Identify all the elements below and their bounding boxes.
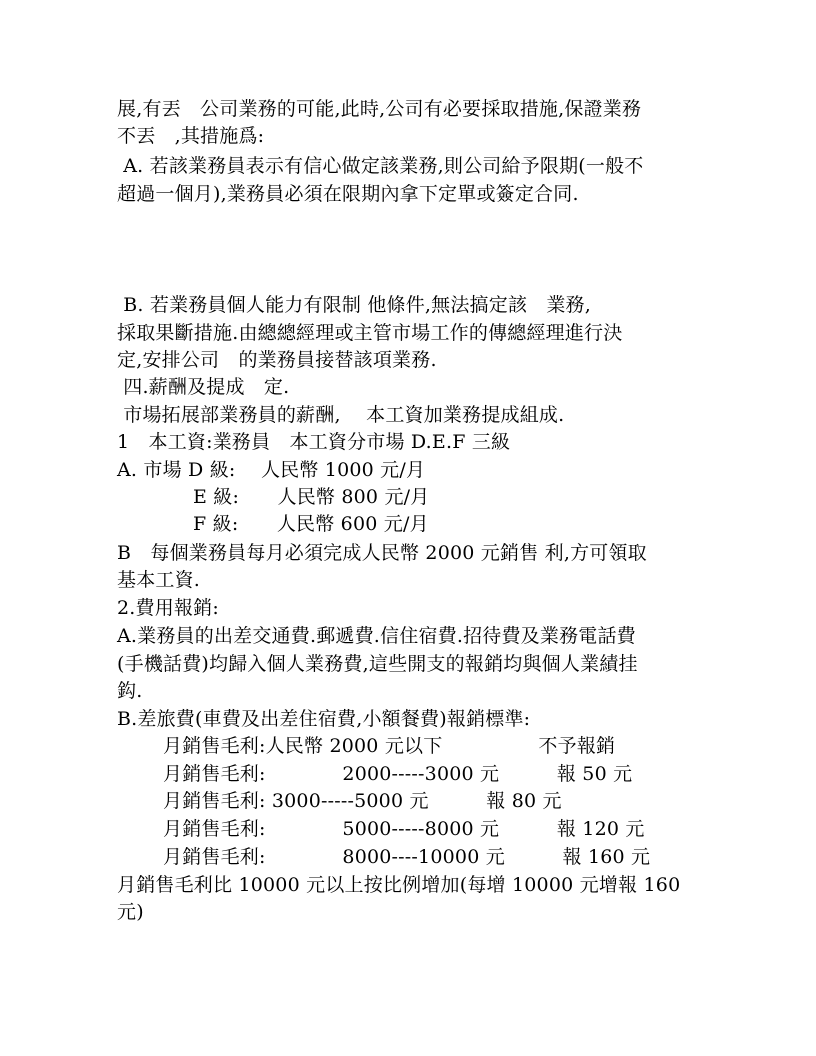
text-line: 不丟 ,其措施爲: [117, 125, 265, 147]
text-line: 超過一個月),業務員必須在限期內拿下定單或簽定合同. [117, 183, 579, 205]
reimbursement-row: 月銷售毛利: 8000----10000 元 報 160 元 [163, 846, 651, 868]
text-line: B. 若業務員個人能力有限制 他條件,無法搞定該 業務, [117, 294, 592, 316]
text-line: A. 若該業務員表示有信心做定該業務,則公司給予限期(一般不 [117, 155, 644, 177]
text-line: A.業務員的出差交通費.郵遞費.信住宿費.招待費及業務電話費 [117, 625, 636, 647]
salary-row-f: F 級: 人民幣 600 元/月 [193, 513, 429, 535]
text-line: B.差旅費(車費及出差住宿費,小額餐費)報銷標準: [117, 708, 531, 730]
text-line: 展,有丟 公司業務的可能,此時,公司有必要採取措施,保證業務 [117, 98, 642, 120]
text-line: 市場拓展部業務員的薪酬, 本工資加業務提成組成. [117, 404, 565, 426]
text-line: 採取果斷措施.由總總經理或主管市場工作的傳總經理進行決 [117, 322, 623, 344]
reimbursement-row: 月銷售毛利: 3000-----5000 元 報 80 元 [163, 790, 562, 812]
section-heading: 四.薪酬及提成 定. [117, 376, 290, 398]
text-line: 基本工資. [117, 569, 201, 591]
reimbursement-row: 月銷售毛利:人民幣 2000 元以下 不予報銷 [163, 735, 616, 757]
text-line: 元) [117, 901, 144, 923]
text-line: 定,安排公司 的業務員接替該項業務. [117, 349, 437, 371]
salary-row-d: A. 市場 D 級: 人民幣 1000 元/月 [117, 459, 426, 481]
reimbursement-row: 月銷售毛利: 2000-----3000 元 報 50 元 [163, 763, 633, 785]
text-line: B 每個業務員每月必須完成人民幣 2000 元銷售 利,方可領取 [117, 542, 647, 564]
reimbursement-row: 月銷售毛利: 5000-----8000 元 報 120 元 [163, 818, 645, 840]
text-line: 月銷售毛利比 10000 元以上按比例增加(每增 10000 元增報 160 [117, 874, 681, 896]
text-line: 鈎. [117, 680, 143, 702]
text-line: (手機話費)均歸入個人業務費,這些開支的報銷均與個人業績挂 [117, 653, 638, 675]
text-line: 1 本工資:業務員 本工資分市場 D.E.F 三級 [117, 431, 511, 453]
salary-row-e: E 級: 人民幣 800 元/月 [193, 486, 430, 508]
section-heading: 2.費用報銷: [117, 597, 219, 619]
